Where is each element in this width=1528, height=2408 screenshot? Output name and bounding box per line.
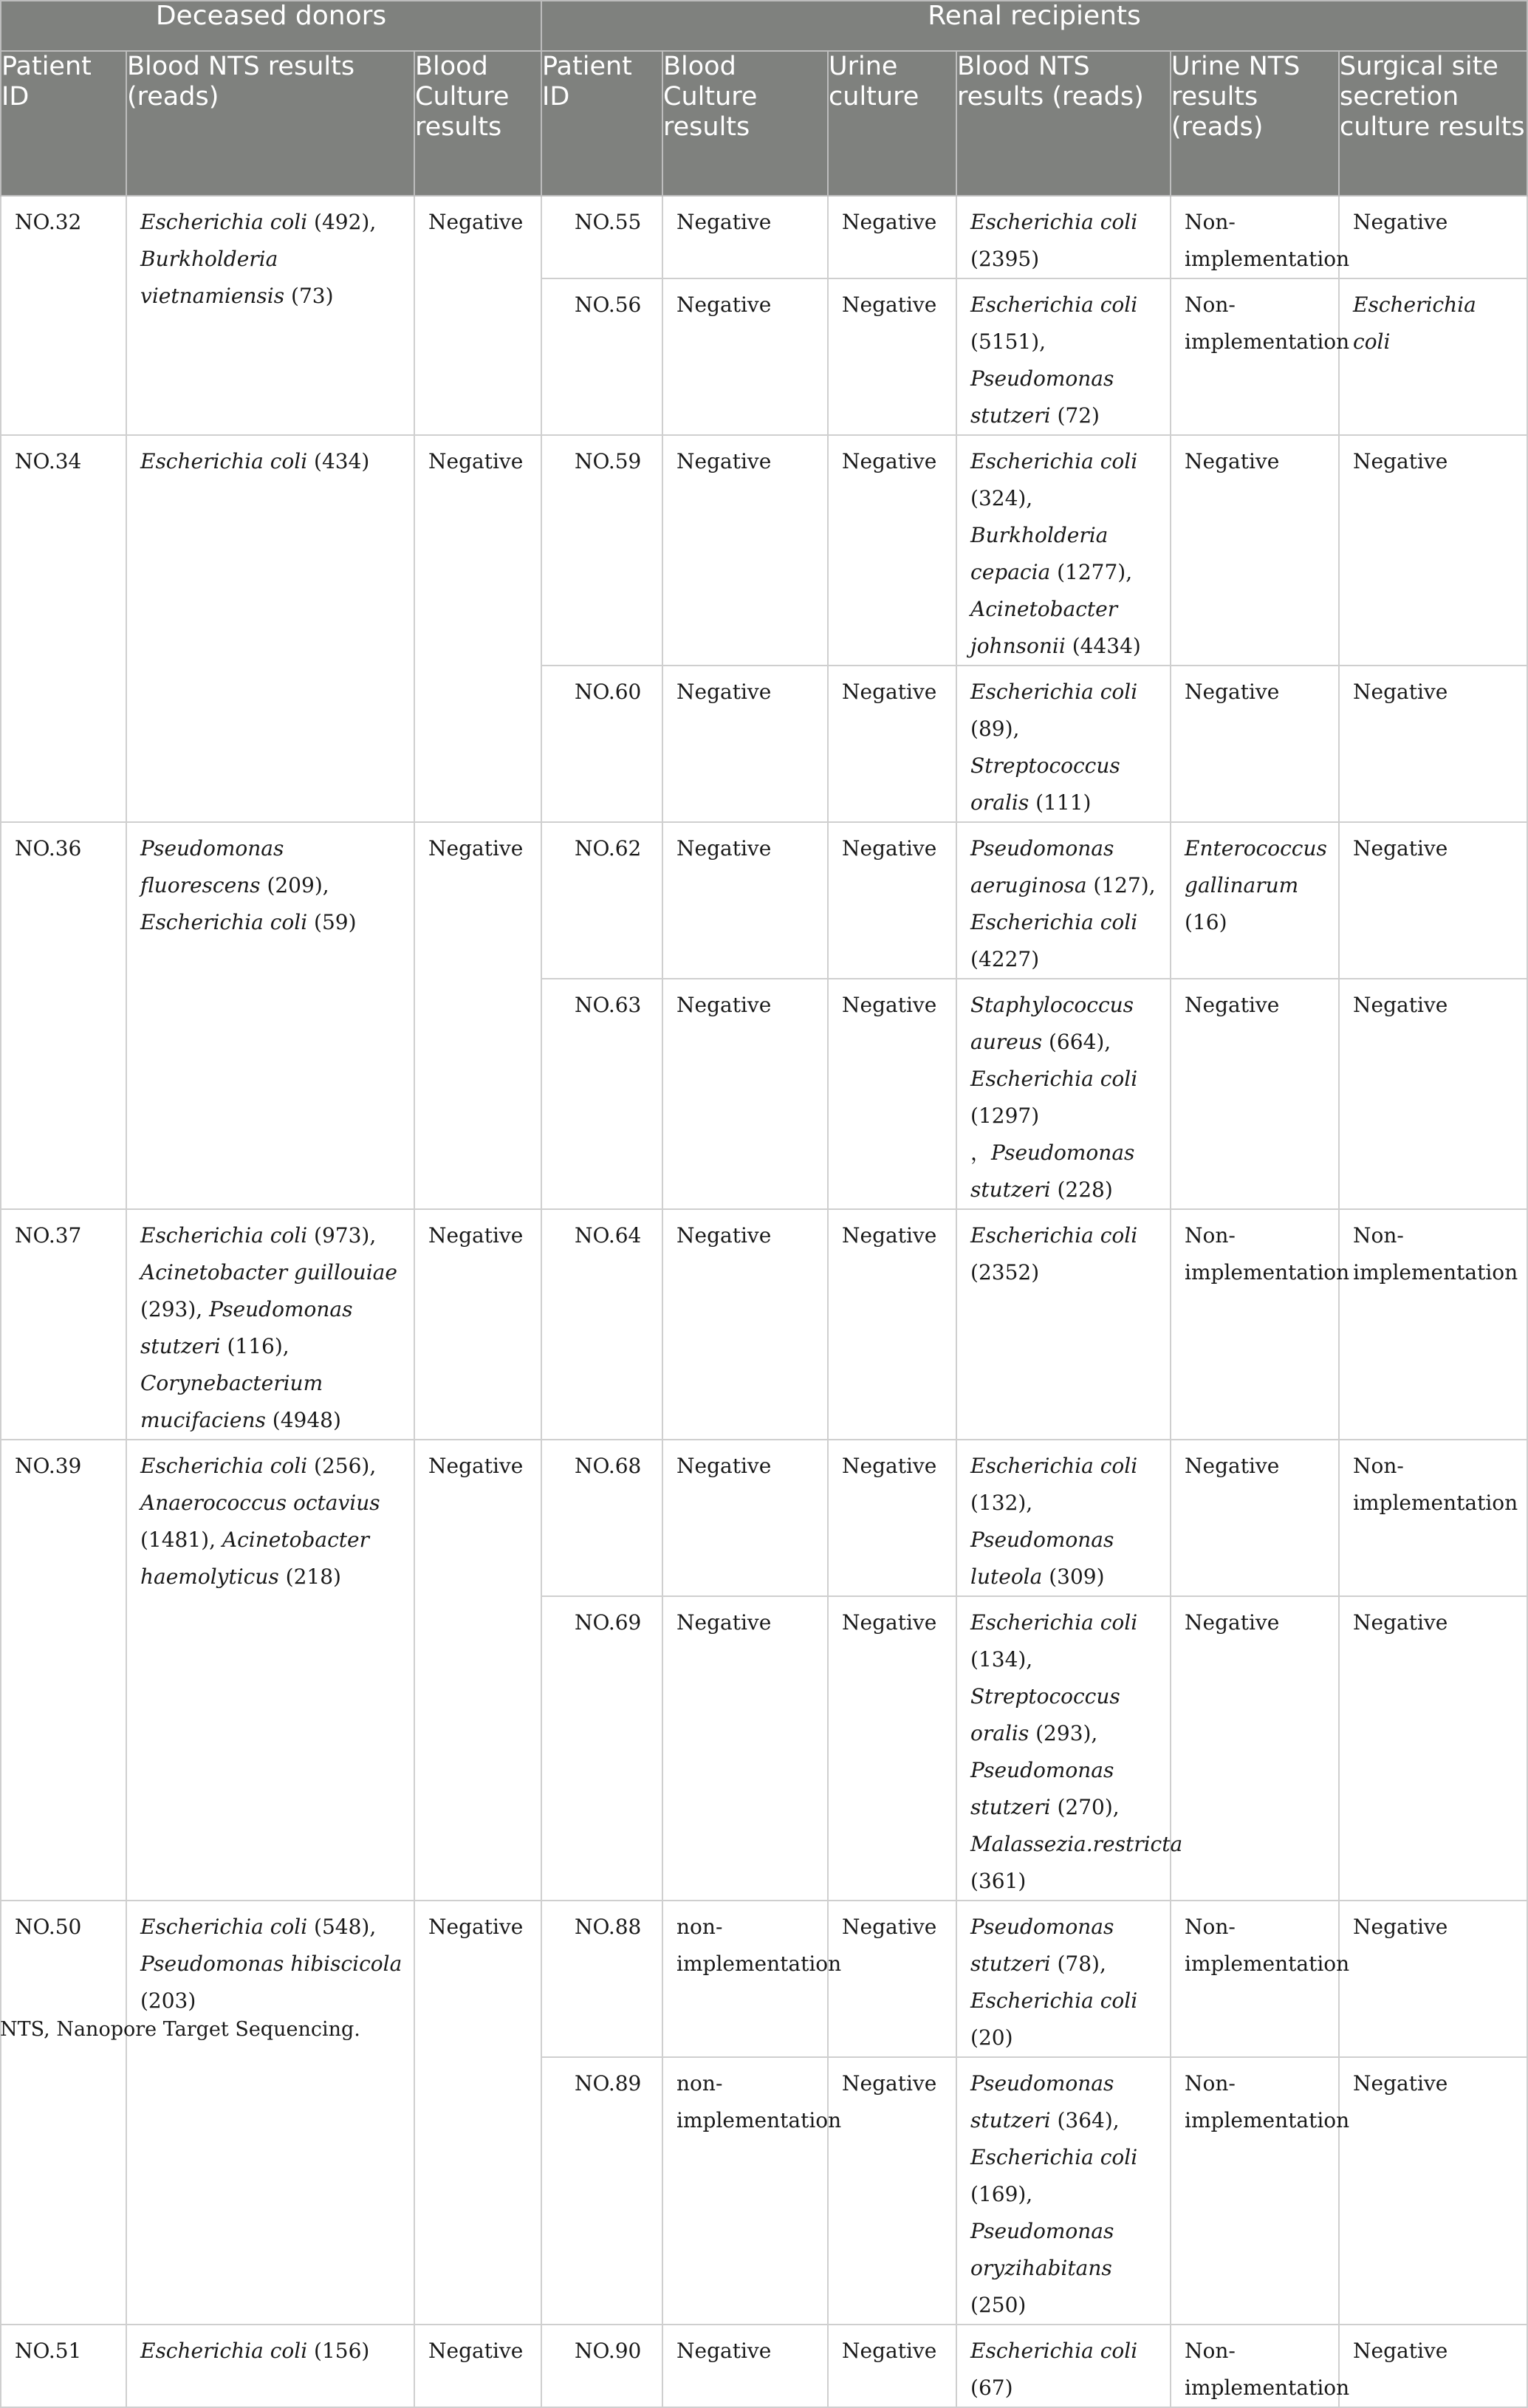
- table-row: [1, 1440, 1527, 1596]
- recipient-surgical-culture: Negative: [1339, 1596, 1527, 1901]
- species-name: Escherichia coli: [970, 1223, 1138, 1248]
- recipient-blood-nts: Escherichia coli (67): [956, 2325, 1171, 2407]
- col-recipient-blood-nts: Blood NTS results (reads): [956, 51, 1171, 196]
- species-name: Corynebacterium mucifaciens: [140, 1371, 323, 1432]
- recipient-urine-nts: Non-implementation: [1171, 2325, 1339, 2407]
- species-name: Escherichia coli: [140, 2339, 308, 2363]
- recipient-blood-nts: Escherichia coli (5151), Pseudomonas stutzeri (72): [956, 278, 1171, 435]
- donor-blood-culture: Negative: [414, 196, 541, 435]
- recipient-blood-culture: Negative: [662, 1440, 828, 1596]
- species-name: Escherichia coli: [970, 1067, 1138, 1091]
- recipient-urine-culture: Negative: [828, 2325, 956, 2407]
- recipient-patient-id: NO.60: [541, 666, 662, 822]
- species-name: Streptococcus oralis: [970, 753, 1120, 815]
- species-name: Escherichia coli: [970, 1454, 1138, 1478]
- recipient-blood-nts: Staphylococcus aureus (664), Escherichia coli (1297) ，Pseudomonas stutzeri (228): [956, 979, 1171, 1209]
- recipient-blood-nts: Escherichia coli (2352): [956, 1209, 1171, 1440]
- recipient-blood-culture: non-implementation: [662, 1901, 828, 2057]
- species-name: Pseudomonas oryzihabitans: [970, 2219, 1114, 2280]
- species-name: Escherichia coli: [970, 1988, 1138, 2013]
- recipient-urine-culture: Negative: [828, 1901, 956, 2057]
- recipient-blood-culture: Negative: [662, 278, 828, 435]
- recipient-blood-culture: Negative: [662, 1209, 828, 1440]
- recipient-blood-culture: Negative: [662, 822, 828, 979]
- col-recipient-urine-nts: Urine NTS results (reads): [1171, 51, 1339, 196]
- recipient-patient-id: NO.69: [541, 1596, 662, 1901]
- species-name: Pseudomonas aeruginosa: [970, 836, 1114, 897]
- species-name: Escherichia coli: [140, 449, 308, 473]
- species-name: Escherichia coli: [970, 210, 1138, 234]
- group-header-deceased-donors: Deceased donors: [1, 1, 541, 51]
- species-name: Escherichia coli: [140, 910, 308, 934]
- species-name: Malassezia.restricta: [970, 1832, 1183, 1856]
- recipient-urine-culture: Negative: [828, 435, 956, 666]
- species-name: Pseudomonas stutzeri: [970, 2071, 1114, 2132]
- recipient-surgical-culture: Negative: [1339, 979, 1527, 1209]
- species-name: Pseudomonas stutzeri: [970, 1140, 1135, 1202]
- col-donor-patient-id: Patient ID: [1, 51, 126, 196]
- donor-blood-nts: Escherichia coli (156): [126, 2325, 414, 2407]
- species-name: Anaerococcus octavius: [140, 1491, 380, 1515]
- species-name: Streptococcus oralis: [970, 1684, 1120, 1745]
- recipient-urine-culture: Negative: [828, 666, 956, 822]
- donor-patient-id: NO.34: [1, 435, 126, 822]
- species-name: Escherichia coli: [140, 1454, 308, 1478]
- donor-blood-nts: Pseudomonas fluorescens (209), Escherichia coli (59): [126, 822, 414, 1209]
- col-recipient-blood-culture: Blood Culture results: [662, 51, 828, 196]
- species-name: Escherichia coli: [970, 1610, 1138, 1635]
- table-row: [1, 1209, 1527, 1440]
- table-row: [1, 2325, 1527, 2407]
- recipient-surgical-culture: Non-implementation: [1339, 1209, 1527, 1440]
- recipient-urine-nts: Negative: [1171, 979, 1339, 1209]
- species-name: Pseudomonas stutzeri: [970, 366, 1114, 428]
- species-name: Enterococcus gallinarum: [1185, 836, 1327, 897]
- species-name: Pseudomonas stutzeri: [140, 1297, 353, 1358]
- recipient-surgical-culture: [1339, 278, 1527, 435]
- donor-patient-id: NO.50: [1, 1901, 126, 2325]
- recipient-urine-culture: Negative: [828, 1209, 956, 1440]
- recipient-surgical-culture: Negative: [1339, 196, 1527, 278]
- recipient-patient-id: NO.63: [541, 979, 662, 1209]
- species-name: Escherichia coli: [970, 2145, 1138, 2169]
- recipient-surgical-culture: Negative: [1339, 1901, 1527, 2057]
- species-name: Pseudomonas stutzeri: [970, 1758, 1114, 1819]
- recipient-patient-id: NO.59: [541, 435, 662, 666]
- species-name: Escherichia coli: [970, 449, 1138, 473]
- recipient-urine-culture: Negative: [828, 822, 956, 979]
- species-name: Escherichia coli: [140, 1915, 308, 1939]
- recipient-surgical-culture: Negative: [1339, 435, 1527, 666]
- species-name: Acinetobacter guillouiae: [140, 1260, 397, 1285]
- recipient-blood-nts: Escherichia coli (89), Streptococcus oralis (111): [956, 666, 1171, 822]
- recipient-patient-id: NO.68: [541, 1440, 662, 1596]
- table-footnote: NTS, Nanopore Target Sequencing.: [0, 2018, 360, 2041]
- recipient-urine-nts: Non-implementation: [1171, 2057, 1339, 2325]
- recipient-blood-nts: Pseudomonas stutzeri (78), Escherichia coli (20): [956, 1901, 1171, 2057]
- table-row: [1, 196, 1527, 278]
- recipient-surgical-culture: Negative: [1339, 2325, 1527, 2407]
- recipient-surgical-culture: Non-implementation: [1339, 1440, 1527, 1596]
- recipient-patient-id: NO.89: [541, 2057, 662, 2325]
- recipient-blood-culture: Negative: [662, 196, 828, 278]
- recipient-surgical-culture: Negative: [1339, 822, 1527, 979]
- recipient-blood-nts: Escherichia coli (2395): [956, 196, 1171, 278]
- column-header-row: [1, 51, 1527, 196]
- species-name: Burkholderia cepacia: [970, 523, 1109, 584]
- recipient-urine-nts: Non-implementation: [1171, 278, 1339, 435]
- recipient-surgical-culture: Negative: [1339, 2057, 1527, 2325]
- species-name: Escherichia coli: [970, 910, 1138, 934]
- species-name: Pseudomonas stutzeri: [970, 1915, 1114, 1976]
- table-body: [1, 196, 1527, 2407]
- table-row: [1, 435, 1527, 666]
- species-name: Escherichia coli: [970, 2339, 1138, 2363]
- species-name: Pseudomonas hibiscicola: [140, 1952, 402, 1976]
- donor-blood-nts: Escherichia coli (492), Burkholderia vietnamiensis (73): [126, 196, 414, 435]
- recipient-surgical-culture: Negative: [1339, 666, 1527, 822]
- donor-patient-id: NO.37: [1, 1209, 126, 1440]
- recipient-blood-nts: Escherichia coli (134), Streptococcus oralis (293), Pseudomonas stutzeri (270), Malassezia.restricta (361): [956, 1596, 1171, 1901]
- recipient-urine-culture: Negative: [828, 979, 956, 1209]
- recipient-urine-culture: Negative: [828, 196, 956, 278]
- species-name: Burkholderia vietnamiensis: [140, 247, 285, 308]
- donor-blood-culture: Negative: [414, 822, 541, 1209]
- recipient-blood-nts: Pseudomonas aeruginosa (127), Escherichia coli (4227): [956, 822, 1171, 979]
- recipient-patient-id: NO.55: [541, 196, 662, 278]
- species-name: Pseudomonas luteola: [970, 1528, 1114, 1589]
- donor-patient-id: NO.51: [1, 2325, 126, 2407]
- recipient-urine-nts: Non-implementation: [1171, 1901, 1339, 2057]
- col-donor-blood-nts: Blood NTS results (reads): [126, 51, 414, 196]
- donor-blood-nts: Escherichia coli (548), Pseudomonas hibiscicola (203): [126, 1901, 414, 2325]
- recipient-urine-culture: Negative: [828, 1440, 956, 1596]
- donor-blood-nts: Escherichia coli (434): [126, 435, 414, 822]
- donor-patient-id: NO.36: [1, 822, 126, 1209]
- recipient-urine-culture: Negative: [828, 2057, 956, 2325]
- col-recipient-urine-culture: Urine culture: [828, 51, 956, 196]
- donor-blood-culture: Negative: [414, 1440, 541, 1901]
- species-name: Escherichia coli: [1353, 293, 1476, 354]
- col-donor-blood-culture: Blood Culture results: [414, 51, 541, 196]
- col-recipient-surgical-culture: Surgical site secretion culture results: [1339, 51, 1527, 196]
- recipient-blood-culture: Negative: [662, 666, 828, 822]
- recipient-patient-id: NO.62: [541, 822, 662, 979]
- recipient-blood-culture: Negative: [662, 435, 828, 666]
- recipient-urine-nts: Negative: [1171, 1596, 1339, 1901]
- species-name: Acinetobacter johnsonii: [970, 597, 1118, 658]
- species-name: Acinetobacter haemolyticus: [140, 1528, 369, 1589]
- recipient-urine-nts: Non-implementation: [1171, 196, 1339, 278]
- donor-blood-nts: Escherichia coli (256), Anaerococcus octavius (1481), Acinetobacter haemolyticus (218): [126, 1440, 414, 1901]
- table-row: [1, 822, 1527, 979]
- species-name: Escherichia coli: [970, 293, 1138, 317]
- recipient-blood-culture: Negative: [662, 2325, 828, 2407]
- recipient-patient-id: NO.90: [541, 2325, 662, 2407]
- donor-blood-culture: Negative: [414, 435, 541, 822]
- donor-blood-culture: Negative: [414, 1901, 541, 2325]
- recipient-blood-culture: non-implementation: [662, 2057, 828, 2325]
- group-header-row: [1, 1, 1527, 51]
- recipient-urine-nts: Negative: [1171, 1440, 1339, 1596]
- recipient-blood-nts: Escherichia coli (132), Pseudomonas luteola (309): [956, 1440, 1171, 1596]
- recipient-patient-id: NO.56: [541, 278, 662, 435]
- col-recipient-patient-id: Patient ID: [541, 51, 662, 196]
- recipient-blood-culture: Negative: [662, 1596, 828, 1901]
- donor-blood-nts: Escherichia coli (973), Acinetobacter guillouiae (293), Pseudomonas stutzeri (116), Corynebacterium mucifaciens (4948): [126, 1209, 414, 1440]
- recipient-patient-id: NO.88: [541, 1901, 662, 2057]
- species-name: Staphylococcus aureus: [970, 993, 1134, 1054]
- donor-patient-id: NO.32: [1, 196, 126, 435]
- recipient-urine-culture: Negative: [828, 1596, 956, 1901]
- recipient-urine-culture: Negative: [828, 278, 956, 435]
- recipient-blood-culture: Negative: [662, 979, 828, 1209]
- species-name: Escherichia coli: [140, 1223, 308, 1248]
- recipient-urine-nts: Enterococcus gallinarum (16): [1171, 822, 1339, 979]
- recipient-blood-nts: Pseudomonas stutzeri (364), Escherichia coli (169), Pseudomonas oryzihabitans (250): [956, 2057, 1171, 2325]
- group-header-renal-recipients: Renal recipients: [541, 1, 1527, 51]
- donor-patient-id: NO.39: [1, 1440, 126, 1901]
- species-name: Pseudomonas fluorescens: [140, 836, 284, 897]
- donor-blood-culture: Negative: [414, 1209, 541, 1440]
- species-name: Escherichia coli: [140, 210, 308, 234]
- donor-blood-culture: Negative: [414, 2325, 541, 2407]
- recipient-urine-nts: Negative: [1171, 435, 1339, 666]
- recipient-patient-id: NO.64: [541, 1209, 662, 1440]
- recipient-urine-nts: Non-implementation: [1171, 1209, 1339, 1440]
- recipient-blood-nts: Escherichia coli (324), Burkholderia cepacia (1277), Acinetobacter johnsonii (4434): [956, 435, 1171, 666]
- recipient-urine-nts: Negative: [1171, 666, 1339, 822]
- species-name: Escherichia coli: [970, 680, 1138, 704]
